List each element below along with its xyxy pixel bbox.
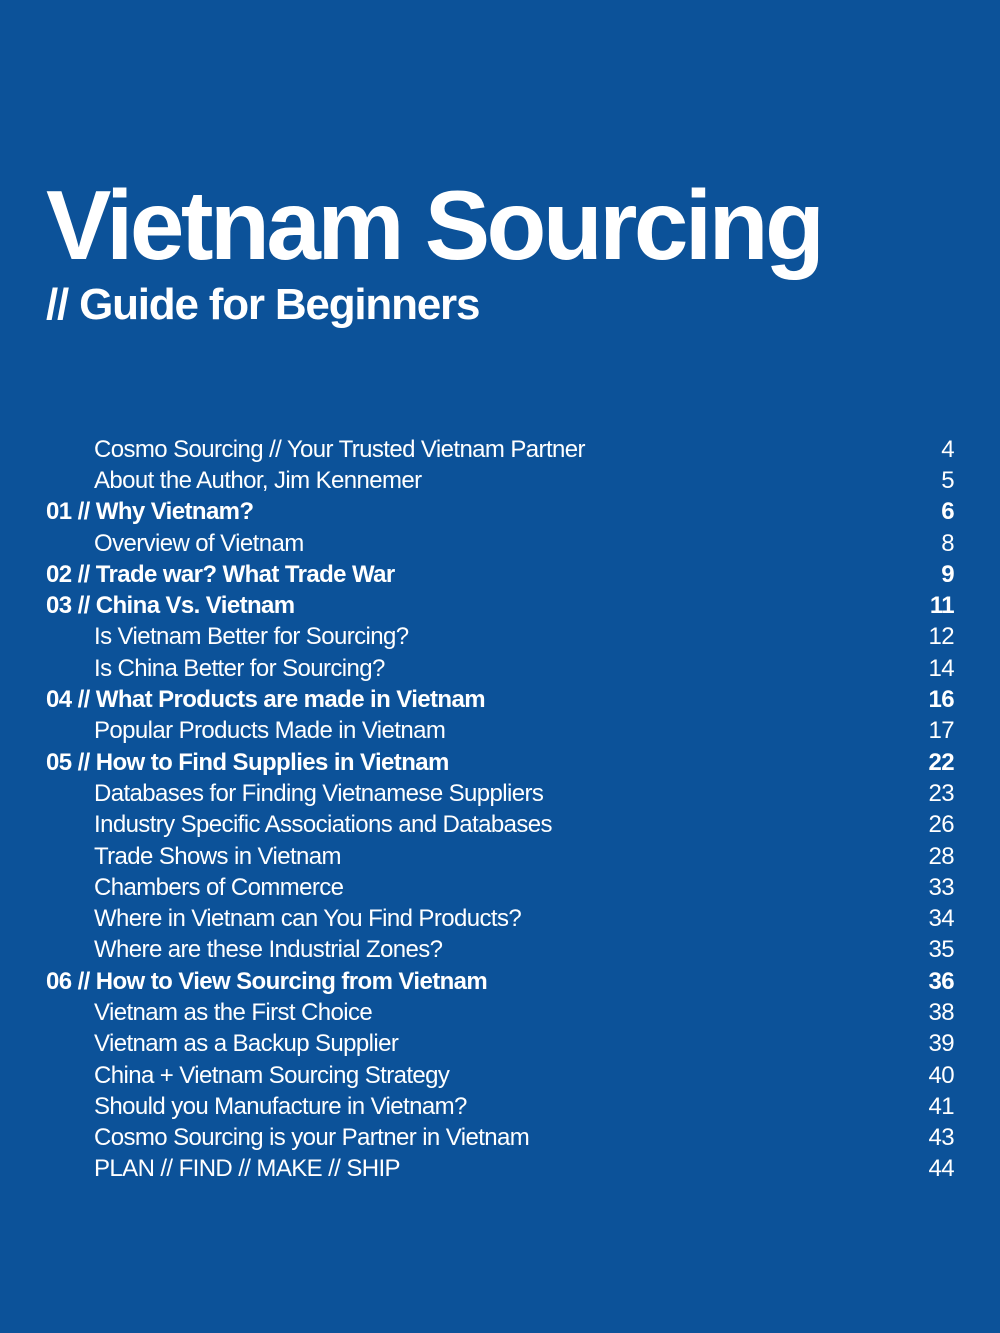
toc-chapter-entry <box>46 559 954 590</box>
toc-entry-title: Vietnam as a Backup Supplier <box>94 1030 399 1058</box>
toc-entry-title: Where in Vietnam can You Find Products? <box>94 905 522 933</box>
toc-page-number: 12 <box>928 623 954 651</box>
toc-page-number: 6 <box>941 498 954 526</box>
toc-entry-title: 01 // Why Vietnam? <box>46 498 254 526</box>
toc-section-entry <box>46 997 954 1028</box>
toc-page-number: 16 <box>928 686 954 714</box>
toc-chapter-entry <box>46 966 954 997</box>
toc-page-number: 22 <box>928 748 954 776</box>
toc-page-number: 36 <box>928 967 954 995</box>
toc-section-entry <box>46 903 954 934</box>
toc-page-number: 4 <box>941 435 954 463</box>
toc-section-entry <box>46 841 954 872</box>
toc-page-number: 9 <box>941 560 954 588</box>
toc-section-entry <box>46 935 954 966</box>
toc-entry-title: Overview of Vietnam <box>94 529 304 557</box>
toc-page-number: 38 <box>928 998 954 1026</box>
toc-section-entry <box>46 716 954 747</box>
toc-section-entry <box>46 872 954 903</box>
toc-entry-title: Chambers of Commerce <box>94 873 344 901</box>
toc-entry-title: Vietnam as the First Choice <box>94 998 373 1026</box>
toc-chapter-entry <box>46 747 954 778</box>
toc-entry-title: Is China Better for Sourcing? <box>94 654 385 682</box>
toc-page-number: 11 <box>929 592 954 620</box>
toc-entry-title: China + Vietnam Sourcing Strategy <box>94 1061 450 1089</box>
toc-section-entry <box>46 653 954 684</box>
toc-page-number: 14 <box>928 654 954 682</box>
toc-section-entry <box>46 622 954 653</box>
toc-page-number: 43 <box>928 1124 954 1152</box>
toc-section-entry <box>46 1091 954 1122</box>
toc-page-number: 44 <box>928 1155 954 1183</box>
toc-entry-title: Cosmo Sourcing // Your Trusted Vietnam Partner <box>94 435 585 463</box>
toc-section-entry <box>46 810 954 841</box>
toc-section-entry <box>46 528 954 559</box>
toc-entry-title: 02 // Trade war? What Trade War <box>46 560 395 588</box>
toc-entry-title: Trade Shows in Vietnam <box>94 842 341 870</box>
toc-page-number: 39 <box>928 1030 954 1058</box>
toc-section-entry <box>46 465 954 496</box>
toc-section-entry <box>46 1029 954 1060</box>
toc-page-number: 23 <box>928 779 954 807</box>
toc-page-number: 34 <box>928 905 954 933</box>
toc-entry-title: Where are these Industrial Zones? <box>94 936 443 964</box>
table-of-contents <box>46 434 954 1185</box>
toc-page-number: 26 <box>928 811 954 839</box>
toc-page-number: 40 <box>928 1061 954 1089</box>
toc-entry-title: 05 // How to Find Supplies in Vietnam <box>46 748 449 776</box>
toc-entry-title: Databases for Finding Vietnamese Suppliers <box>94 779 544 807</box>
toc-page-number: 41 <box>928 1092 954 1120</box>
toc-chapter-entry <box>46 497 954 528</box>
toc-chapter-entry <box>46 684 954 715</box>
toc-entry-title: About the Author, Jim Kennemer <box>94 466 422 494</box>
toc-page-number: 28 <box>928 842 954 870</box>
toc-entry-title: Industry Specific Associations and Databases <box>94 811 552 839</box>
document-title: Vietnam Sourcing <box>46 170 822 280</box>
toc-entry-title: Is Vietnam Better for Sourcing? <box>94 623 409 651</box>
toc-page-number: 33 <box>928 873 954 901</box>
toc-entry-title: 04 // What Products are made in Vietnam <box>46 686 485 714</box>
document-subtitle: // Guide for Beginners <box>46 280 480 329</box>
toc-page-number: 8 <box>941 529 954 557</box>
toc-section-entry <box>46 434 954 465</box>
toc-entry-title: 06 // How to View Sourcing from Vietnam <box>46 967 488 995</box>
toc-page-number: 35 <box>928 936 954 964</box>
toc-chapter-entry <box>46 590 954 621</box>
toc-entry-title: Cosmo Sourcing is your Partner in Vietnam <box>94 1124 530 1152</box>
toc-entry-title: PLAN // FIND // MAKE // SHIP <box>94 1155 400 1183</box>
toc-entry-title: Should you Manufacture in Vietnam? <box>94 1092 467 1120</box>
toc-section-entry <box>46 1154 954 1185</box>
toc-page-number: 17 <box>928 717 954 745</box>
toc-entry-title: Popular Products Made in Vietnam <box>94 717 446 745</box>
toc-section-entry <box>46 1123 954 1154</box>
toc-entry-title: 03 // China Vs. Vietnam <box>46 592 295 620</box>
toc-page-number: 5 <box>941 466 954 494</box>
toc-section-entry <box>46 1060 954 1091</box>
toc-section-entry <box>46 778 954 809</box>
